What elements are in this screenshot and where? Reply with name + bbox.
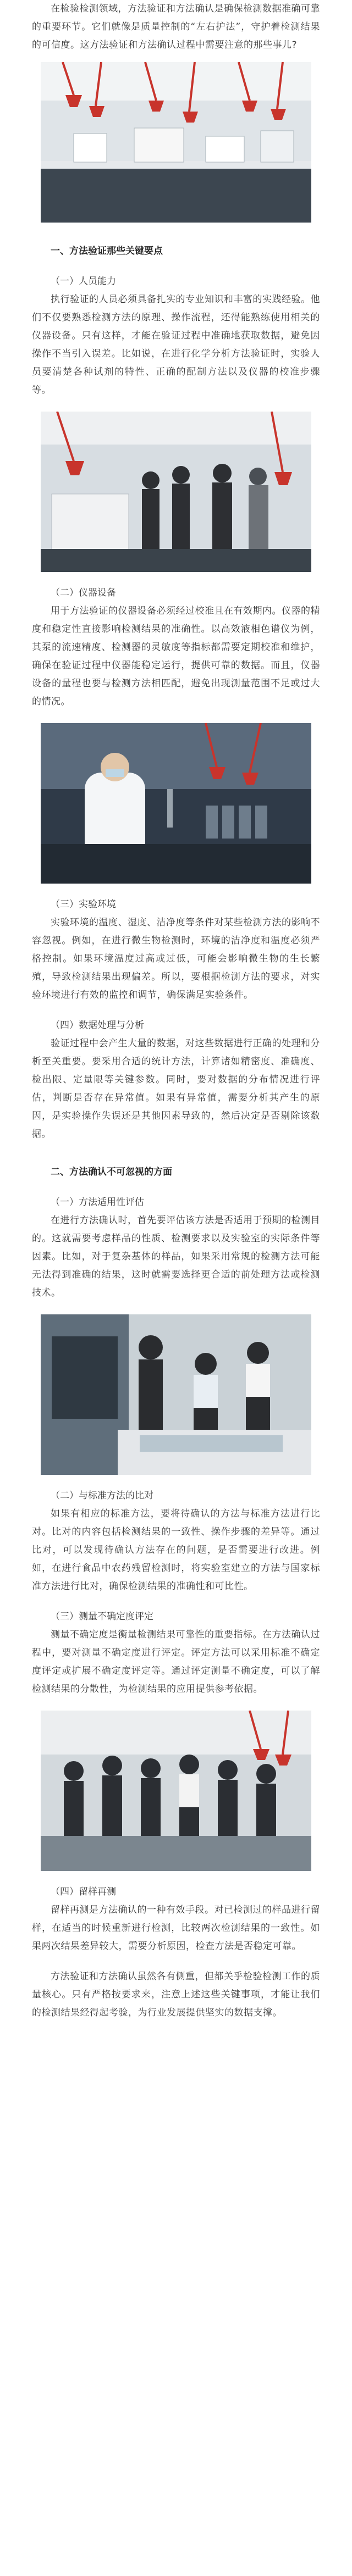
text-line: 品进行留样，在适当的时候重新进行检测，比较两次检测结 (32, 1905, 320, 1934)
lab-photo-fume-hoods (41, 62, 311, 223)
lab-photo-group-inspection (41, 412, 311, 572)
section-heading: 二、方法确认不可忽视的方面 (51, 1167, 172, 1178)
text-line: 确保满足实验条件。 (167, 990, 254, 1001)
lab-photo-training (41, 1314, 311, 1475)
text-line: 的检测目的。这就需要考虑样品的性质、检测要求以及实验室 (32, 1215, 320, 1244)
text-line: 需要定期校准和维护，确保在验证过程中仪器能稳定运行， (32, 642, 321, 671)
text-line: 方法是否稳定可靠。 (215, 1941, 301, 1952)
text-line: 确的配制方法以及仪器的校准步骤等。 (32, 367, 321, 396)
text-line: 量不确定度，可以了解检测结果的分散性，为检测结果的应 (32, 1665, 321, 1695)
text-line: 导致的，然后决定是否剔除该数据。 (32, 1111, 321, 1140)
intro-block (0, 0, 352, 54)
text-line: 熟练使用相关的仪器设备。只有这样，才能在验证过程中准 (32, 312, 321, 341)
text-line: 在检验检测领域，方法验证和方法确认是确保检测数据 (51, 3, 282, 14)
subsection-heading: （四）留样再测 (51, 1886, 116, 1897)
section-2 (0, 1163, 352, 1302)
subsection-heading: （四）数据处理与分析 (51, 1020, 144, 1031)
subsection-heading: （二）仪器设备 (51, 587, 116, 598)
lab-photo-meeting (41, 1711, 311, 1871)
text-line: 的实际条件等因素。比如，对于复杂基体的样品，如果采用 (32, 1233, 321, 1262)
text-line: 更合适的前处理方法或检测技术。 (32, 1269, 321, 1298)
text-line: 度和温度必须严格控制。如果环境温度过高或过低，可能会 (32, 935, 321, 964)
text-line: 否需要进行改进。例如，在进行食品中农药残留检测时，将 (32, 1545, 321, 1574)
text-line: 测量不确定度是衡量检测结果可靠性的重要指标。在方 (51, 1629, 282, 1640)
paragraph (32, 1626, 320, 1698)
section-1-part-2 (0, 584, 352, 711)
section-2-part-3 (0, 1883, 352, 2022)
text-line: 准确可靠的重要环节。它们就像是质量控制的“左右护 (32, 3, 320, 32)
subsection-heading: （一）人员能力 (51, 276, 116, 287)
lab-photo-pipetting (41, 723, 311, 884)
text-line: 进行比对。比对的内容包括检测结果的一致性、操作步骤的 (32, 1508, 321, 1537)
paragraph (32, 291, 320, 399)
subsection-heading: （一）方法适用性评估 (51, 1197, 144, 1208)
paragraph (32, 914, 320, 1004)
section-2-part-2 (0, 1487, 352, 1698)
text-line: 化学分析方法验证时，实验人员要清楚各种试剂的特性、正 (32, 348, 321, 377)
text-line: 匹配，避免出现测量范围不足或过大的情况。 (32, 678, 321, 707)
text-line: 差异等。通过比对，可以发现待确认方法存在的问题，是 (32, 1526, 321, 1556)
text-line: 常规的检测方法可能无法得到准确的结果，这时就需要选择 (32, 1251, 321, 1280)
text-line: 仪器的精度和稳定性直接影响检测结果的准确性。以高效液 (32, 606, 320, 635)
text-line: 据的分布情况进行评估，判断是否存在异常值。如果有异常 (32, 1074, 321, 1103)
paragraph (32, 1505, 320, 1596)
subsection-heading: （二）与标准方法的比对 (51, 1490, 153, 1501)
text-line: 的准确性和可比性。 (167, 1581, 254, 1592)
text-line: 如果有相应的标准方法，要将待确认的方法与标准方法 (51, 1508, 291, 1519)
text-line: 实验环境的温度、湿度、洁净度等条件对某些检测方法 (51, 917, 282, 928)
closing-paragraph (32, 1968, 320, 2022)
subsection-heading: （三）测量不确定度评定 (51, 1611, 153, 1622)
text-line: 方法验证和方法确认虽然各有侧重，但都关乎检验检测 (51, 1971, 282, 1982)
text-line: 的影响不容忽视。例如，在进行微生物检测时，环境的洁净 (32, 917, 320, 946)
text-line: 法”，守护着检测结果的可信度。这方法验证和方法确认过 (32, 21, 321, 51)
text-line: 用于方法验证的仪器设备必须经过校准且在有效期内。 (51, 606, 282, 617)
text-line: 果的一致性。如果两次结果差异较大，需要分析原因，检查 (32, 1923, 321, 1952)
text-line: 相色谱仪为例，其泵的流速精度、检测器的灵敏度等指标都 (32, 624, 321, 653)
text-line: 用提供参考依据。 (186, 1684, 263, 1695)
text-line: 执行验证的人员必须具备扎实的专业知识和丰富的实践 (51, 294, 282, 305)
paragraph (32, 1901, 320, 1956)
subsection-heading: （三）实验环境 (51, 899, 116, 910)
text-line: 实的数据支撑。 (215, 2007, 282, 2018)
section-heading: 一、方法验证那些关键要点 (51, 246, 163, 257)
text-line: 经验。他们不仅要熟悉检测方法的原理、操作流程，还得能 (32, 294, 320, 323)
text-line: 法确认过程中，要对测量不确定度进行评定。评定方法可以 (32, 1629, 320, 1658)
section-1-part-3 (0, 896, 352, 1143)
section-1 (0, 242, 352, 399)
text-line: 值，需要分析其产生的原因，是实验操作失误还是其他因素 (32, 1092, 321, 1122)
text-line: 验证过程中会产生大量的数据，对这些数据进行正确的 (51, 1038, 282, 1049)
text-line: 处理和分析至关重要。要采用合适的统计方法，计算诸如精 (32, 1038, 320, 1067)
text-line: 工作的质量核心。只有严格按要求来，注意上述这些关键事 (32, 1971, 320, 2000)
text-line: 提供可靠的数据。而且，仪器设备的量程也要与检测方法相 (32, 660, 321, 689)
text-line: 采用标准不确定度评定或扩展不确定度评定等。通过评定测 (32, 1647, 321, 1676)
text-line: 根据检测方法的要求，对实验环境进行有效的监控和调节， (32, 971, 321, 1001)
text-line: 影响微生物的生长繁殖，导致检测结果出现偏差。所以，要 (32, 953, 321, 982)
text-line: 实验室建立的方法与国家标准方法进行比对，确保检测结果 (32, 1563, 321, 1592)
text-line: 在进行方法确认时，首先要评估该方法是否适用于预期 (51, 1215, 282, 1226)
text-line: 程中需要注意的那些事儿? (186, 40, 298, 51)
text-line: 项，才能让我们的检测结果经得起考验，为行业发展提供坚 (32, 1989, 321, 2018)
paragraph (32, 602, 320, 711)
text-line: 密度、准确度、检出限、定量限等关键参数。同时，要对数 (32, 1056, 321, 1085)
text-line: 确地获取数据，避免因操作不当引入误差。比如说，在进行 (32, 330, 321, 359)
paragraph (32, 1212, 320, 1302)
paragraph (32, 1035, 320, 1143)
intro-paragraph (32, 0, 320, 54)
text-line: 留样再测是方法确认的一种有效手段。对已检测过的样 (51, 1905, 282, 1916)
